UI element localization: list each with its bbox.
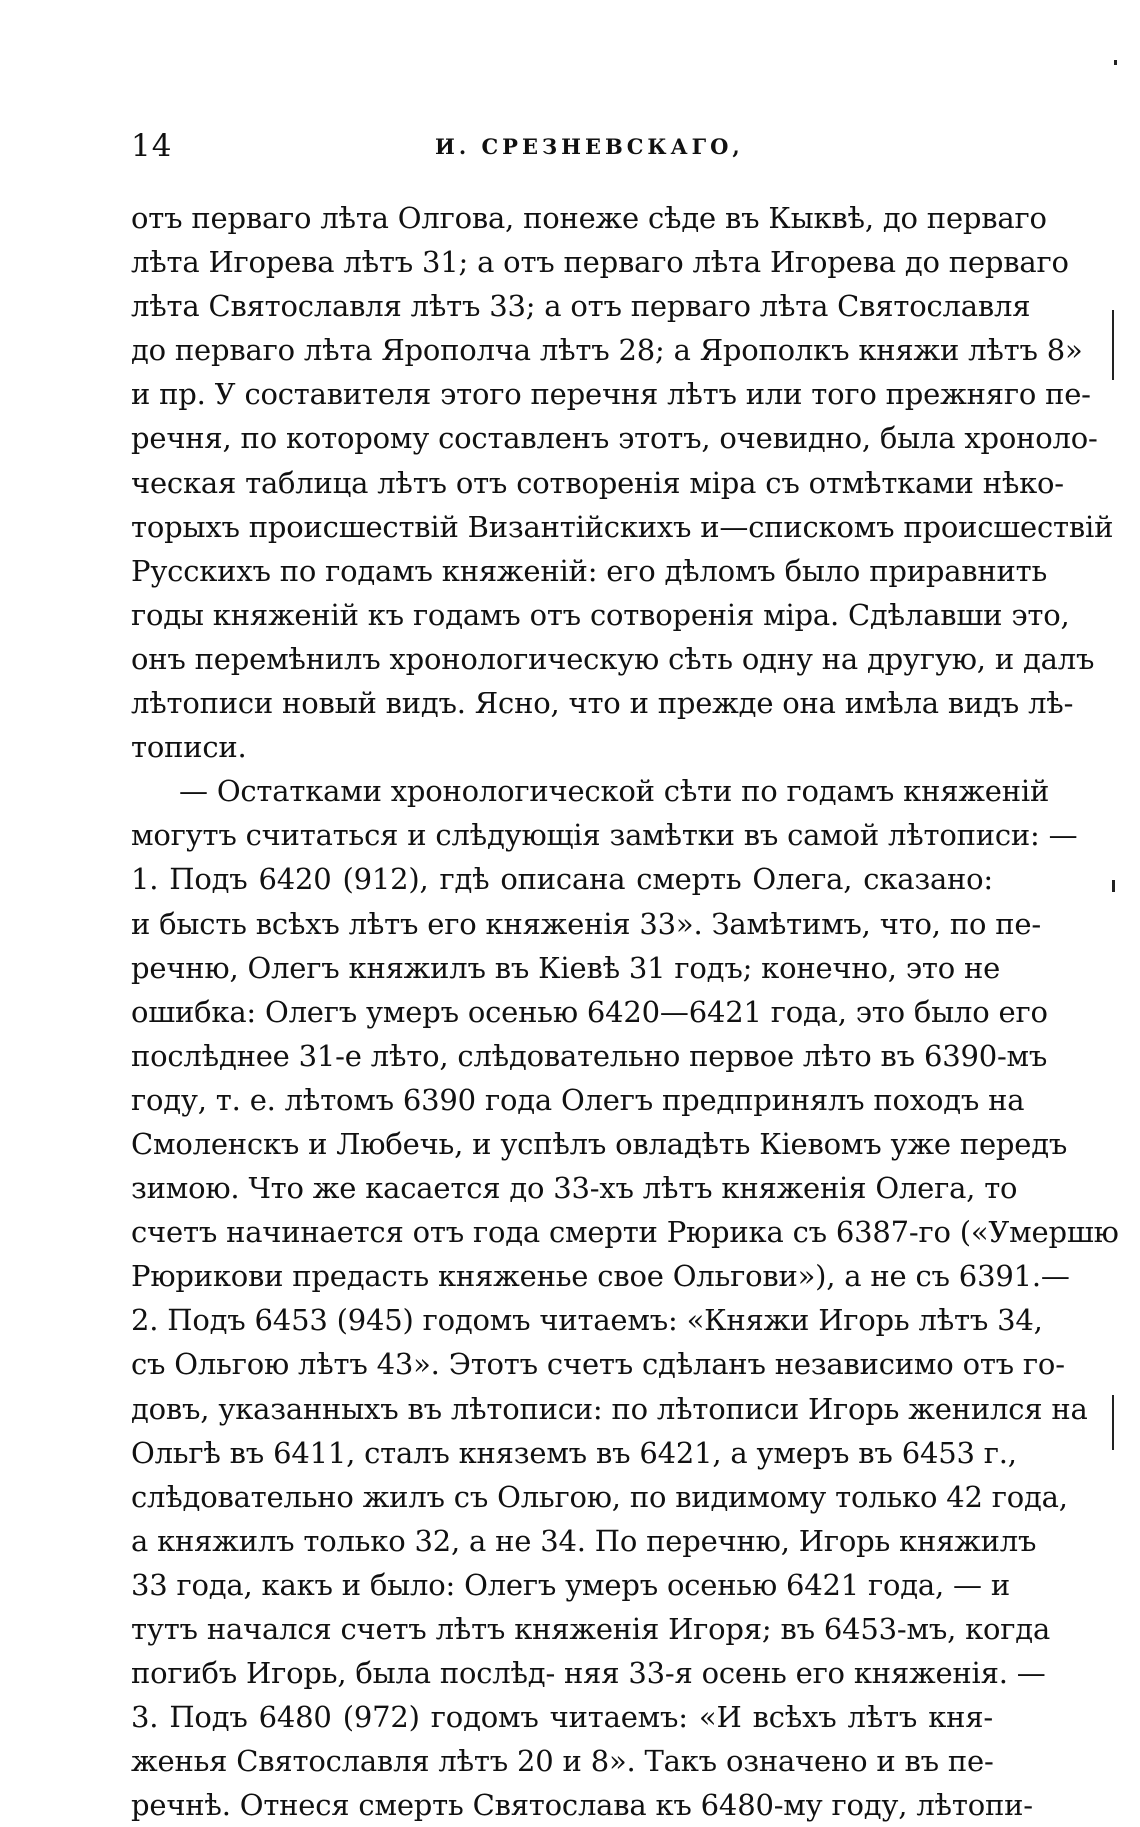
text-line: 3. Подъ 6480 (972) годомъ читаемъ: «И всѣхъ лѣтъ кня-: [131, 1700, 993, 1735]
text-line: 33 года, какъ и было: Олегъ умеръ осенью 6421 года, — и: [131, 1567, 1011, 1602]
text-line: женья Святославля лѣтъ 20 и 8». Такъ означено и въ пе-: [131, 1744, 994, 1779]
text-line: годы княженій къ годамъ отъ сотворенія міра. Сдѣлавши это,: [131, 597, 1070, 632]
text-line: 2. Подъ 6453 (945) годомъ читаемъ: «Княжи Игорь лѣтъ 34,: [131, 1303, 1043, 1338]
text-line: тутъ начался счетъ лѣтъ княженія Игоря; въ 6453-мъ, когда: [131, 1612, 1051, 1646]
text-line: погибъ Игорь, была послѣд- няя 33-я осень его княженія. —: [131, 1656, 1046, 1691]
text-line: довъ, указанныхъ въ лѣтописи: по лѣтописи Игорь женился на: [131, 1391, 1088, 1426]
page-header: [0, 128, 1140, 168]
text-line: слѣдовательно жилъ съ Ольгою, по видимому только 42 года,: [131, 1479, 1068, 1514]
text-line: тописи.: [131, 730, 247, 765]
text-line: 1. Подъ 6420 (912), гдѣ описана смерть Олега, сказано:: [131, 862, 993, 897]
text-line: ческая таблица лѣтъ отъ сотворенія міра съ отмѣтками нѣко-: [131, 465, 1064, 500]
scan-mark: [1112, 310, 1114, 380]
text-line: и бысть всѣхъ лѣтъ его княженія 33». Замѣтимъ, что, по пе-: [131, 906, 1041, 941]
text-line: Смоленскъ и Любечь, и успѣлъ овладѣть Кіевомъ уже передъ: [131, 1126, 1068, 1161]
paragraph-start-line: — Остатками хронологической сѣти по годамъ княженій: [179, 774, 1050, 809]
running-title: И. СРЕЗНЕВСКАГО,: [435, 134, 744, 159]
text-line: и пр. У составителя этого перечня лѣтъ или того прежняго пе-: [131, 377, 1091, 412]
text-line: Рюрикови предасть княженье свое Ольгови»), а не съ 6391.—: [131, 1259, 1070, 1294]
body-text: [131, 196, 1119, 1827]
text-line: лѣтописи новый видъ. Ясно, что и прежде она имѣла видъ лѣ-: [131, 686, 1074, 721]
text-line: лѣта Святославля лѣтъ 33; а отъ перваго лѣта Святославля: [131, 289, 1031, 324]
text-line: торыхъ происшествій Византійскихъ и—спискомъ происшествій: [131, 509, 1114, 544]
text-line: съ Ольгою лѣтъ 43». Этотъ счетъ сдѣланъ независимо отъ го-: [131, 1347, 1065, 1382]
text-line: речня, по которому составленъ этотъ, очевидно, была хроноло-: [131, 421, 1098, 456]
text-line: зимою. Что же касается до 33-хъ лѣтъ княженія Олега, то: [131, 1171, 1018, 1206]
text-line: могутъ считаться и слѣдующія замѣтки въ самой лѣтописи: —: [131, 818, 1078, 853]
scan-mark: [1112, 1395, 1114, 1450]
scan-mark: [1114, 60, 1117, 65]
text-line: лѣта Игорева лѣтъ 31; а отъ перваго лѣта Игорева до перваго: [131, 245, 1069, 280]
text-line: Русскихъ по годамъ княженій: его дѣломъ было приравнить: [131, 553, 1048, 588]
text-line: речню, Олегъ княжилъ въ Кіевѣ 31 годъ; конечно, это не: [131, 950, 1001, 985]
text-line: послѣднее 31-е лѣто, слѣдовательно первое лѣто въ 6390-мъ: [131, 1038, 1048, 1073]
page-number: 14: [131, 128, 173, 164]
text-line: а княжилъ только 32, а не 34. По перечню, Игорь княжилъ: [131, 1523, 1037, 1558]
text-line: счетъ начинается отъ года смерти Рюрика съ 6387-го («Умершю: [131, 1215, 1119, 1250]
text-line: году, т. е. лѣтомъ 6390 года Олегъ предпринялъ походъ на: [131, 1082, 1025, 1117]
text-line: до перваго лѣта Ярополча лѣтъ 28; а Ярополкъ княжи лѣтъ 8»: [131, 333, 1083, 368]
text-line: речнѣ. Отнеся смерть Святослава къ 6480-му году, лѣтопи-: [131, 1788, 1033, 1823]
scan-mark: [1112, 880, 1115, 892]
text-line: отъ перваго лѣта Олгова, понеже сѣде въ Кыквѣ, до перваго: [131, 201, 1047, 235]
text-line: Ольгѣ въ 6411, сталъ княземъ въ 6421, а умеръ въ 6453 г.,: [131, 1435, 1017, 1470]
text-line: ошибка: Олегъ умеръ осенью 6420—6421 года, это было его: [131, 994, 1048, 1029]
text-line: онъ перемѣнилъ хронологическую сѣть одну на другую, и далъ: [131, 641, 1095, 676]
